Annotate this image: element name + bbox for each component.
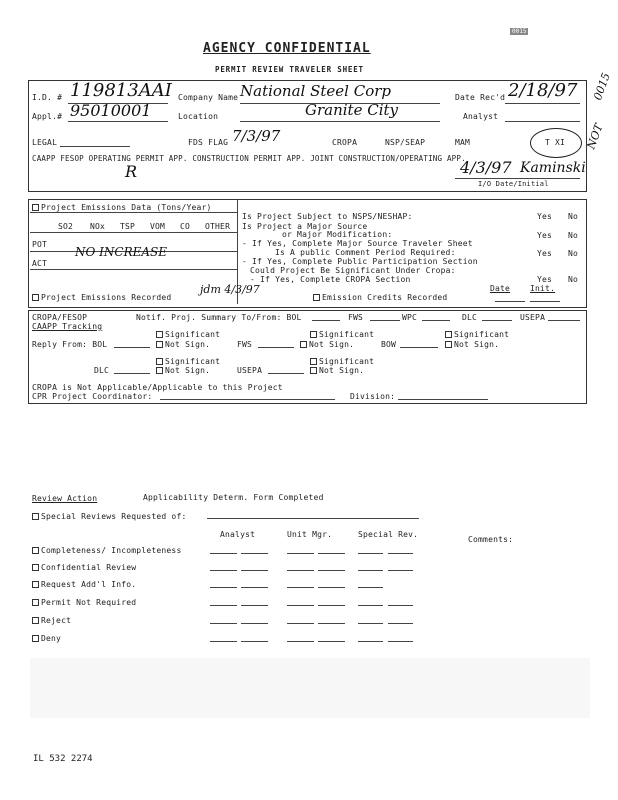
stamp-mark: 0015 xyxy=(512,28,527,35)
sig-1[interactable]: Significant xyxy=(156,330,220,339)
sig-3[interactable]: Significant xyxy=(445,330,509,339)
question-6: - If Yes, Complete Public Participation Section xyxy=(242,257,478,266)
pot-label: POT xyxy=(32,240,48,249)
page-subtitle: PERMIT REVIEW TRAVELER SHEET xyxy=(215,65,364,74)
notsign-4[interactable]: Not Sign. xyxy=(156,366,210,375)
dlc-label: DLC xyxy=(462,313,478,322)
wpc-label: WPC xyxy=(402,313,418,322)
no-1[interactable]: No xyxy=(568,212,579,221)
review-row-6[interactable]: Deny xyxy=(32,634,61,643)
review-row-5[interactable]: Reject xyxy=(32,616,71,625)
cropa-label: CROPA xyxy=(332,138,358,147)
review-row-4[interactable]: Permit Not Required xyxy=(32,598,136,607)
recorded-initials: jdm 4/3/97 xyxy=(200,283,260,296)
review-row-3[interactable]: Request Add'l Info. xyxy=(32,580,136,589)
no-4[interactable]: No xyxy=(568,275,579,284)
company-label: Company Name xyxy=(178,93,239,102)
col-unit: Unit Mgr. xyxy=(287,530,333,539)
col-nox: NOx xyxy=(90,222,106,231)
reply-label: Reply From: BOL xyxy=(32,340,108,349)
usepa-label: USEPA xyxy=(520,313,546,322)
legal-label: LEGAL xyxy=(32,138,58,147)
margin-note-not: NOT xyxy=(584,122,606,151)
sig-4[interactable]: Significant xyxy=(156,357,220,366)
col-special: Special Rev. xyxy=(358,530,419,539)
coordinator-label: CPR Project Coordinator: xyxy=(32,392,153,401)
location-label: Location xyxy=(178,112,219,121)
location-value: Granite City xyxy=(305,101,399,119)
date-recd-label: Date Rec'd xyxy=(455,93,506,102)
col-other: OTHER xyxy=(205,222,231,231)
form-number: IL 532 2274 xyxy=(33,754,93,764)
question-3: or Major Modification: xyxy=(282,230,393,239)
appl-value: 95010001 xyxy=(70,101,152,120)
bow-label: BOW xyxy=(381,340,397,349)
notsign-3[interactable]: Not Sign. xyxy=(445,340,499,349)
mam-label: MAM xyxy=(455,138,471,147)
question-1: Is Project Subject to NSPS/NESHAP: xyxy=(242,212,413,221)
fws2-label: FWS xyxy=(237,340,253,349)
no-2[interactable]: No xyxy=(568,231,579,240)
notsign-2[interactable]: Not Sign. xyxy=(300,340,354,349)
usepa2-label: USEPA xyxy=(237,366,263,375)
question-2: Is Project a Major Source xyxy=(242,222,368,231)
col-tsp: TSP xyxy=(120,222,136,231)
col-co: CO xyxy=(180,222,191,231)
yes-3[interactable]: Yes xyxy=(537,249,553,258)
company-value: National Steel Corp xyxy=(240,82,391,100)
shaded-area xyxy=(30,658,590,718)
nsp-label: NSP/SEAP xyxy=(385,138,426,147)
fds-label: FDS FLAG xyxy=(188,138,229,147)
emission-credits: Emission Credits Recorded xyxy=(313,293,447,302)
special-reviews-label: Special Reviews Requested of: xyxy=(32,512,186,521)
permit-types: CAAPP FESOP OPERATING PERMIT APP. CONSTRUCTION PERMIT APP. JOINT CONSTRUCTION/OPERATING APP. xyxy=(32,154,466,163)
margin-note: 0015 xyxy=(591,71,613,102)
cropa-applicable: CROPA is Not Applicable/Applicable to this Project xyxy=(32,383,283,392)
review-row-2[interactable]: Confidential Review xyxy=(32,563,136,572)
question-7: Could Project Be Significant Under Cropa: xyxy=(250,266,456,275)
signature-date: 4/3/97 xyxy=(460,158,512,177)
appl-label: Appl.# xyxy=(32,112,63,121)
id-label: I.D. # xyxy=(32,93,63,102)
yes-4[interactable]: Yes xyxy=(537,275,553,284)
col-vom: VOM xyxy=(150,222,166,231)
notif-label: Notif. Proj. Summary To/From: BOL xyxy=(136,313,302,322)
mark-r: R xyxy=(125,162,138,181)
question-8: - If Yes, Complete CROPA Section xyxy=(250,275,411,284)
act-label: ACT xyxy=(32,259,48,268)
emissions-recorded: Project Emissions Recorded xyxy=(32,293,171,302)
id-value: 119813AAI xyxy=(70,80,172,101)
notsign-1[interactable]: Not Sign. xyxy=(156,340,210,349)
fws-label: FWS xyxy=(348,313,364,322)
applicability-label: Applicability Determ. Form Completed xyxy=(143,493,324,502)
page-title: AGENCY CONFIDENTIAL xyxy=(203,41,371,56)
question-4: - If Yes, Complete Major Source Traveler Sheet xyxy=(242,239,473,248)
yes-2[interactable]: Yes xyxy=(537,231,553,240)
division-label: Division: xyxy=(350,392,396,401)
signature: Kaminski xyxy=(520,160,586,176)
emissions-heading: Project Emissions Data (Tons/Year) xyxy=(32,203,212,212)
analyst-label: Analyst xyxy=(463,112,499,121)
notsign-5[interactable]: Not Sign. xyxy=(310,366,364,375)
yes-1[interactable]: Yes xyxy=(537,212,553,221)
comments-label: Comments: xyxy=(468,535,514,544)
date-recd-value: 2/18/97 xyxy=(508,80,578,101)
sig-2[interactable]: Significant xyxy=(310,330,374,339)
col-analyst: Analyst xyxy=(220,530,256,539)
cropa-title1: CROPA/FESOP xyxy=(32,313,88,322)
sig-5[interactable]: Significant xyxy=(310,357,374,366)
review-row-1[interactable]: Completeness/ Incompleteness xyxy=(32,546,181,555)
date-label: Date xyxy=(490,284,511,293)
io-label: I/O Date/Initial xyxy=(478,180,549,188)
fds-value: 7/3/97 xyxy=(232,127,281,145)
txi-label: T XI xyxy=(545,138,566,147)
cropa-title2: CAAPP Tracking xyxy=(32,322,103,331)
col-so2: SO2 xyxy=(58,222,74,231)
init-label: Init. xyxy=(530,284,556,293)
question-5: Is A public Comment Period Required: xyxy=(275,248,456,257)
review-action-label: Review Action xyxy=(32,494,98,503)
dlc2-label: DLC xyxy=(94,366,110,375)
no-3[interactable]: No xyxy=(568,249,579,258)
circle-mark xyxy=(530,128,582,158)
act-note: NO INCREASE xyxy=(75,245,168,259)
